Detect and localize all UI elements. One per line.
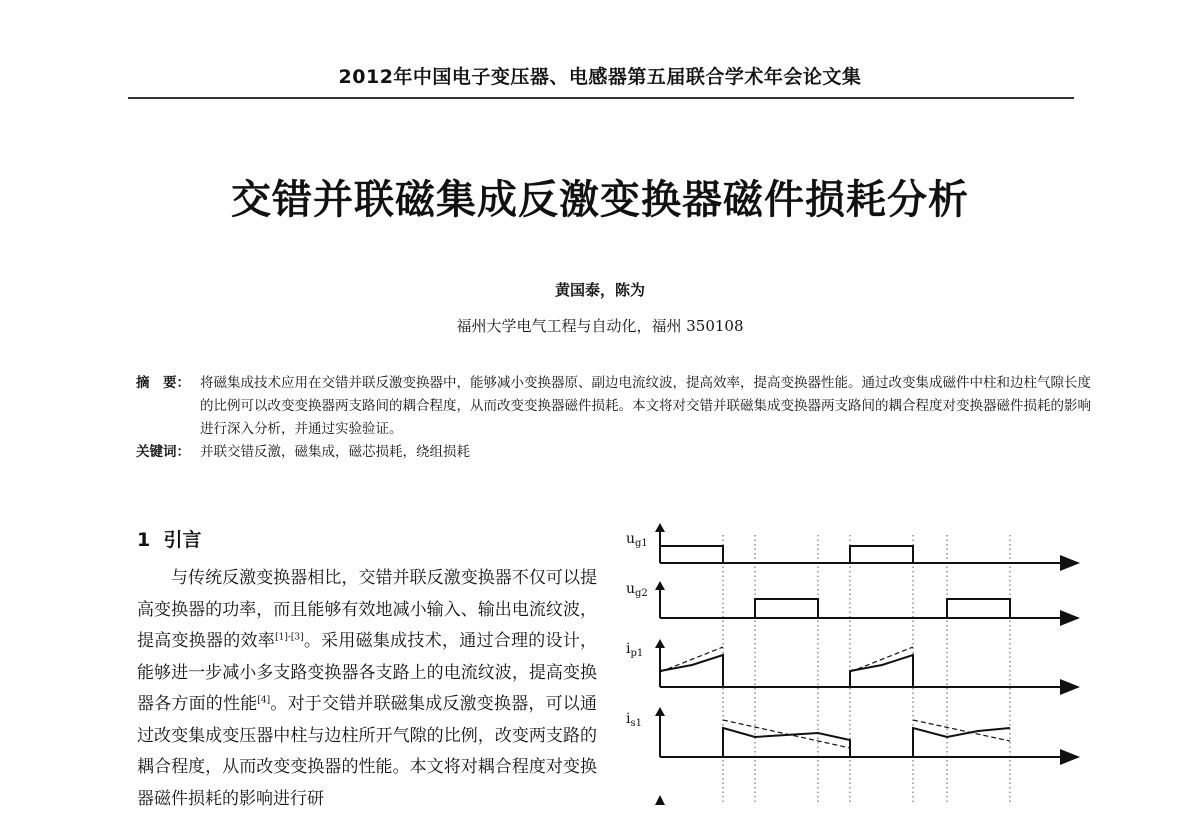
- waveform-ug2: [655, 581, 1078, 618]
- intro-paragraph: [137, 563, 597, 815]
- authors: 黄国泰，陈为: [554, 281, 645, 299]
- section-heading: [137, 525, 201, 552]
- label-is1: $i_{s1}$: [626, 711, 642, 729]
- body-paragraph: [137, 563, 597, 815]
- body-text-2: 。采用磁集成技术，通过合理的设计，能够进一步减小多支路变换器各支路上的电流纹波，提高变换器各方面的性能: [137, 631, 598, 714]
- reference-ramp: [660, 647, 723, 672]
- waveform-is1: [655, 707, 1078, 757]
- pulse: [850, 546, 913, 563]
- abstract-label: 摘 要：: [136, 375, 190, 391]
- body-text-1: 与传统反激变换器相比，交错并联反激变换器不仅可以提高变换器的功率，而且能够有效地减小输入、输出电流纹波，提高变换器的效率: [137, 568, 597, 651]
- arrow-up-icon: [655, 639, 665, 648]
- waveform-ug1: [655, 523, 1078, 563]
- citation-1: [1]-[3]: [275, 632, 304, 643]
- body-text-3: 。对于交错并联磁集成反激变换器，可以通过改变集成变压器中柱与边柱所开气隙的比例，改变两支路的耦合程度，从而改变变换器的性能。本文将对耦合程度对变换器磁件损耗的影响进行研: [137, 694, 598, 809]
- abstract-block: [136, 372, 1096, 464]
- waveform-figure: [600, 515, 1090, 805]
- abstract-row: [136, 372, 1096, 441]
- pulse: [755, 599, 818, 618]
- arrow-up-icon: [655, 707, 665, 716]
- keywords-label: 关键词：: [136, 444, 190, 460]
- section-title-text: 引言: [163, 529, 202, 551]
- keywords-row: [136, 441, 1096, 464]
- section-number: 1: [137, 529, 151, 551]
- pulse: [660, 546, 723, 563]
- paper-title: 交错并联磁集成反激变换器磁件损耗分析: [231, 177, 969, 223]
- header-divider: [128, 97, 1074, 99]
- waveform-ip1: [655, 639, 1078, 687]
- abstract-text: 将磁集成技术应用在交错并联反激变换器中，能够减小变换器原、副边电流纹波，提高效率，提高变换器性能。通过改变集成磁件中柱和边柱气隙长度的比例可以改变变换器两支路间的耦合程度，从而改变变换器磁件损耗。本文将对交错并联磁集成变换器两支路间的耦合程度对变换器磁件损耗的影响进行深入分析，并通过实验验证。: [200, 375, 1091, 437]
- label-ug2: $u_{g2}$: [626, 581, 648, 599]
- current-ramp: [723, 728, 850, 757]
- label-ip1: $i_{p1}$: [626, 641, 644, 659]
- label-ug1: $u_{g1}$: [626, 531, 648, 549]
- journal-header: 2012年中国电子变压器、电感器第五届联合学术年会论文集: [338, 66, 862, 88]
- arrow-up-icon: [655, 581, 665, 590]
- pulse: [947, 599, 1010, 618]
- affiliation: 福州大学电气工程与自动化，福州 350108: [456, 317, 744, 335]
- arrow-up-icon: [655, 523, 665, 532]
- current-ramp: [913, 728, 1010, 757]
- reference-ramp: [913, 720, 1010, 741]
- arrow-up-icon: [655, 795, 665, 805]
- time-guides: [723, 535, 1010, 805]
- citation-2: [4]: [257, 695, 271, 706]
- keywords-text: 并联交错反激，磁集成，磁芯损耗，绕组损耗: [200, 444, 470, 460]
- reference-ramp: [850, 647, 913, 672]
